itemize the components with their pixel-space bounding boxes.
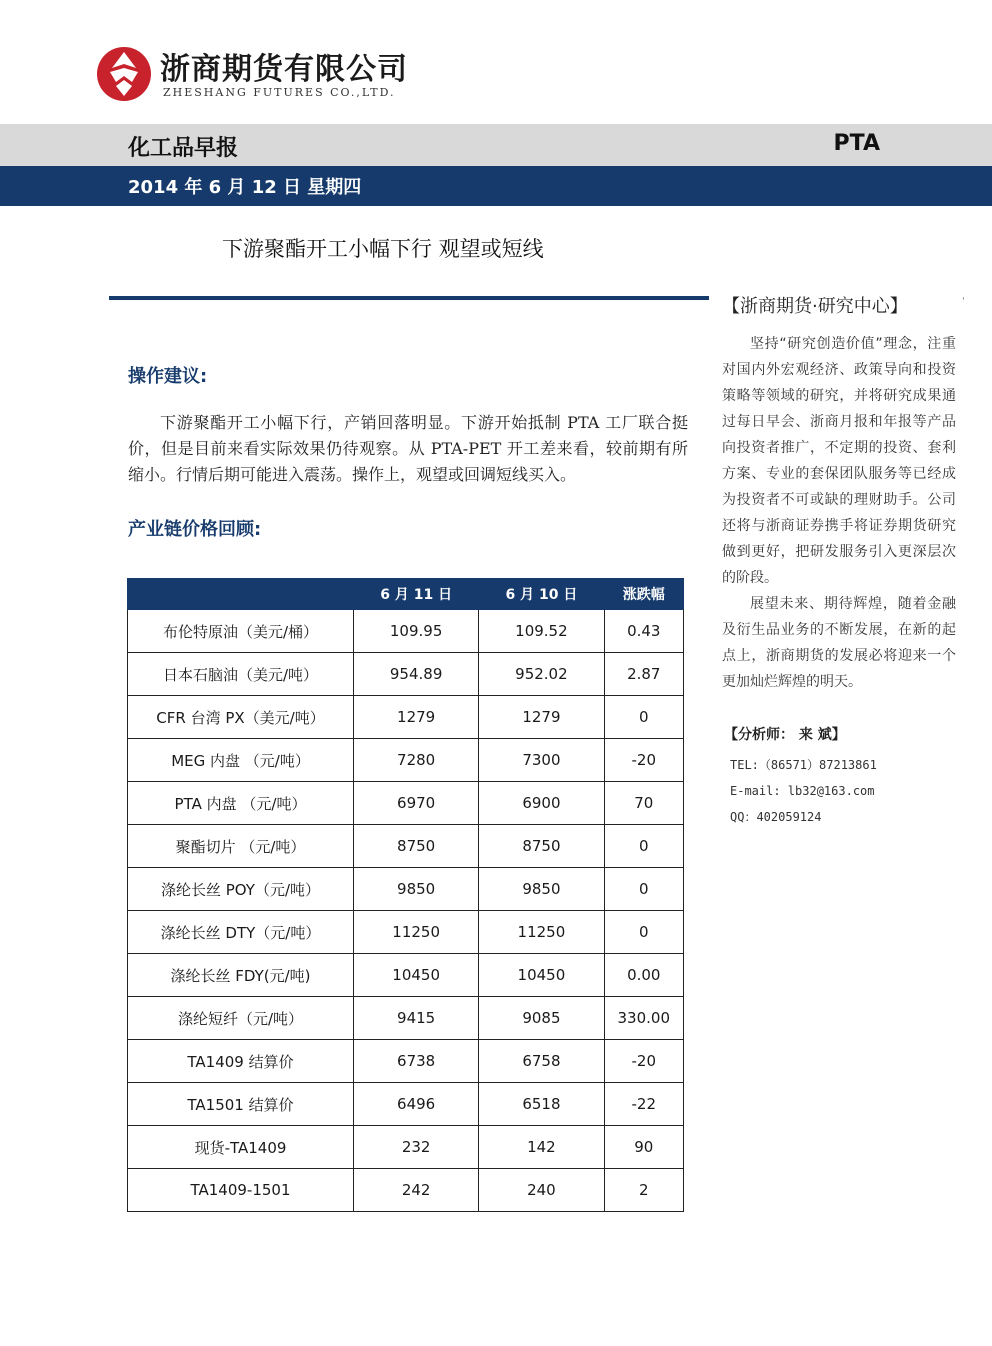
sidebar-intro xyxy=(722,331,956,695)
row-value-date1: 6970 xyxy=(354,782,479,825)
row-item: 布伦特原油（美元/桶） xyxy=(128,610,354,653)
row-change: 90 xyxy=(604,1126,683,1169)
row-item: 涤纶长丝 POY（元/吨） xyxy=(128,868,354,911)
section-title-prices: 产业链价格回顾: xyxy=(128,519,262,540)
row-item: 涤纶长丝 FDY(元/吨) xyxy=(128,954,354,997)
row-value-date2: 6758 xyxy=(479,1040,604,1083)
row-change: 330.00 xyxy=(604,997,683,1040)
row-item: 聚酯切片 （元/吨） xyxy=(128,825,354,868)
sidebar-paragraph-2: 展望未来、期待辉煌，随着金融及衍生品业务的不断发展，在新的起点上，浙商期货的发展必将迎来一个更加灿烂辉煌的明天。 xyxy=(722,596,956,690)
section-title-advice: 操作建议: xyxy=(128,366,208,387)
table-row xyxy=(128,1126,684,1169)
row-item: MEG 内盘 （元/吨） xyxy=(128,739,354,782)
row-value-date1: 954.89 xyxy=(354,653,479,696)
table-row xyxy=(128,997,684,1040)
table-row xyxy=(128,782,684,825)
row-value-date2: 6900 xyxy=(479,782,604,825)
row-value-date1: 11250 xyxy=(354,911,479,954)
row-value-date2: 952.02 xyxy=(479,653,604,696)
row-item: 日本石脑油（美元/吨） xyxy=(128,653,354,696)
row-change: 0.43 xyxy=(604,610,683,653)
analyst-contact xyxy=(730,752,877,830)
row-value-date1: 7280 xyxy=(354,739,479,782)
table-header-date1: 6 月 11 日 xyxy=(354,579,479,610)
row-change: 70 xyxy=(604,782,683,825)
row-value-date1: 6496 xyxy=(354,1083,479,1126)
report-type: 化工品早报 xyxy=(128,136,239,161)
price-table xyxy=(127,578,684,1212)
row-change: 0.00 xyxy=(604,954,683,997)
analyst-title: 【分析师： 来 斌】 xyxy=(724,727,846,743)
row-value-date1: 6738 xyxy=(354,1040,479,1083)
table-row xyxy=(128,1083,684,1126)
table-row xyxy=(128,739,684,782)
table-row xyxy=(128,825,684,868)
row-change: 2 xyxy=(604,1169,683,1212)
row-change: -20 xyxy=(604,1040,683,1083)
row-value-date1: 232 xyxy=(354,1126,479,1169)
row-value-date1: 109.95 xyxy=(354,610,479,653)
table-row xyxy=(128,1040,684,1083)
sidebar-paragraph-1: 坚持“研究创造价值”理念，注重对国内外宏观经济、政策导向和投资策略等领域的研究，并将研究成果通过每日早会、浙商月报和年报等产品向投资者推广，不定期的投资、套利方案、专业的套保团队服务等已经成为投资者不可或缺的理财助手。公司还将与浙商证券携手将证券期货研究做到更好，把研发服务引入更深层次的阶段。 xyxy=(722,336,956,586)
table-row xyxy=(128,868,684,911)
row-value-date1: 8750 xyxy=(354,825,479,868)
contact-tel: TEL:（86571）87213861 xyxy=(730,758,877,772)
row-change: -22 xyxy=(604,1083,683,1126)
report-product: PTA xyxy=(833,131,880,156)
sidebar-title: 【浙商期货·研究中心】 xyxy=(722,296,908,317)
row-item: 涤纶短纤（元/吨） xyxy=(128,997,354,1040)
row-item: TA1501 结算价 xyxy=(128,1083,354,1126)
contact-qq: QQ：402059124 xyxy=(730,810,822,824)
table-header-date2: 6 月 10 日 xyxy=(479,579,604,610)
table-header-row xyxy=(128,579,684,610)
row-change: 0 xyxy=(604,825,683,868)
row-change: 0 xyxy=(604,696,683,739)
table-row xyxy=(128,610,684,653)
company-name-cn: 浙商期货有限公司 xyxy=(160,52,408,87)
row-value-date2: 11250 xyxy=(479,911,604,954)
table-header-item xyxy=(128,579,354,610)
row-value-date2: 109.52 xyxy=(479,610,604,653)
table-row xyxy=(128,696,684,739)
row-value-date2: 6518 xyxy=(479,1083,604,1126)
row-value-date1: 10450 xyxy=(354,954,479,997)
row-value-date2: 1279 xyxy=(479,696,604,739)
table-header-change: 涨跌幅 xyxy=(604,579,683,610)
row-value-date2: 8750 xyxy=(479,825,604,868)
report-date: 2014 年 6 月 12 日 星期四 xyxy=(128,177,362,198)
row-value-date2: 9850 xyxy=(479,868,604,911)
row-item: TA1409 结算价 xyxy=(128,1040,354,1083)
row-value-date2: 7300 xyxy=(479,739,604,782)
headline-divider xyxy=(109,296,709,300)
row-value-date1: 9415 xyxy=(354,997,479,1040)
row-value-date2: 142 xyxy=(479,1126,604,1169)
row-item: 现货-TA1409 xyxy=(128,1126,354,1169)
row-item: TA1409-1501 xyxy=(128,1169,354,1212)
table-row xyxy=(128,954,684,997)
row-value-date1: 242 xyxy=(354,1169,479,1212)
row-value-date2: 10450 xyxy=(479,954,604,997)
company-name-en: ZHESHANG FUTURES CO.,LTD. xyxy=(163,86,396,99)
row-value-date1: 1279 xyxy=(354,696,479,739)
row-item: CFR 台湾 PX（美元/吨） xyxy=(128,696,354,739)
row-change: 0 xyxy=(604,911,683,954)
advice-paragraph: 下游聚酯开工小幅下行，产销回落明显。下游开始抵制 PTA 工厂联合挺价，但是目前来看实际效果仍待观察。从 PTA-PET 开工差来看，较前期有所缩小。行情后期可能进入震荡。操作上，观望或回调短线买入。 xyxy=(128,413,688,484)
row-value-date1: 9850 xyxy=(354,868,479,911)
row-change: 0 xyxy=(604,868,683,911)
table-row xyxy=(128,911,684,954)
row-change: 2.87 xyxy=(604,653,683,696)
table-row xyxy=(128,653,684,696)
row-change: -20 xyxy=(604,739,683,782)
headline: 下游聚酯开工小幅下行 观望或短线 xyxy=(222,237,544,261)
row-item: 涤纶长丝 DTY（元/吨） xyxy=(128,911,354,954)
table-row xyxy=(128,1169,684,1212)
contact-email: E-mail: lb32@163.com xyxy=(730,784,875,798)
row-value-date2: 9085 xyxy=(479,997,604,1040)
sidebar-mark: ' xyxy=(962,296,965,307)
row-item: PTA 内盘 （元/吨） xyxy=(128,782,354,825)
company-logo-icon xyxy=(96,46,152,102)
row-value-date2: 240 xyxy=(479,1169,604,1212)
